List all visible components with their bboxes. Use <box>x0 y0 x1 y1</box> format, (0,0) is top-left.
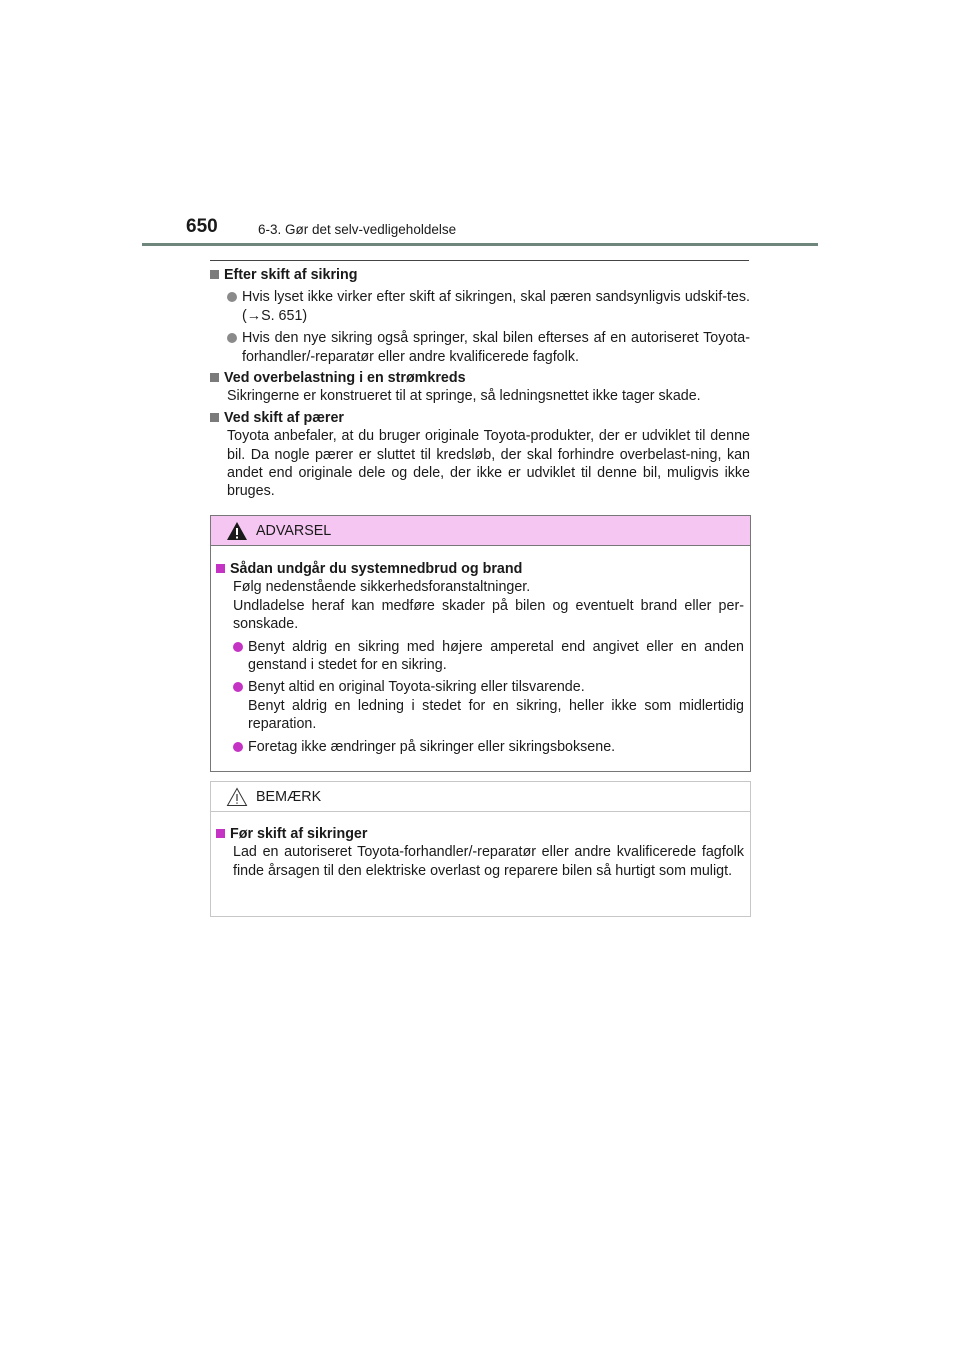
notice-label: BEMÆRK <box>256 788 322 805</box>
notice-box <box>210 781 751 917</box>
section-title-text: Ved overbelastning i en strømkreds <box>224 370 466 387</box>
warning-title-text: Sådan undgår du systemnedbrud og brand <box>230 561 523 577</box>
notice-body: Lad en autoriseret Toyota-forhandler/-reparatør eller andre kvalificerede fagfolk finde årsagen til den elektriske overlast og reparere bilen så hurtigt som muligt. <box>233 844 744 879</box>
page-reference-link[interactable]: S. 651) <box>261 307 308 324</box>
section-overload <box>210 369 750 406</box>
round-bullet-icon <box>233 682 243 692</box>
round-bullet-icon <box>227 333 237 343</box>
section-bulb-replacement <box>210 409 750 501</box>
square-bullet-icon <box>210 270 219 279</box>
square-bullet-icon <box>210 413 219 422</box>
list-item-line: Benyt aldrig en ledning i stedet for en sikring, heller ikke som midlertidig reparation. <box>248 697 744 733</box>
round-bullet-icon <box>233 742 243 752</box>
section-title-text: Efter skift af sikring <box>224 267 358 283</box>
main-content <box>210 266 750 504</box>
arrow-right-icon: → <box>246 307 262 324</box>
warning-box-header <box>211 516 750 546</box>
warning-box-body <box>211 546 750 756</box>
section-title-text: Ved skift af pærer <box>224 409 344 426</box>
round-bullet-icon <box>227 292 237 302</box>
list-item <box>210 288 750 325</box>
list-item-text: Benyt aldrig en sikring med højere amperetal end angivet eller en anden genstand i stedet for en sikring. <box>248 638 744 674</box>
list-item-text <box>242 288 750 325</box>
list-item-text <box>248 678 744 733</box>
notice-title <box>216 825 744 843</box>
notice-box-body <box>211 812 750 880</box>
warning-title <box>216 560 744 578</box>
warning-intro-line: Undladelse heraf kan medføre skader på bilen og eventuelt brand eller per-sonskade. <box>233 597 744 633</box>
warning-intro-line: Følg nedenstående sikkerhedsforanstaltninger. <box>233 579 531 596</box>
content-rule <box>210 260 749 261</box>
page-number: 650 <box>186 216 218 237</box>
notice-box-header <box>211 782 750 812</box>
caution-triangle-outline-icon <box>226 787 248 807</box>
list-item <box>216 738 744 756</box>
chapter-title: 6-3. Gør det selv-vedligeholdelse <box>258 222 457 237</box>
warning-box <box>210 515 751 772</box>
list-item-text-start: Hvis lyset ikke virker efter skift af sikringen, skal pæren sandsynligvis udskif-tes. ( <box>242 289 750 324</box>
square-bullet-icon <box>210 373 219 382</box>
list-item-text: Foretag ikke ændringer på sikringer eller sikringsboksene. <box>248 738 616 755</box>
section-fuse-replacement <box>210 266 750 366</box>
header-rule <box>142 243 818 246</box>
list-item <box>210 329 750 366</box>
round-bullet-icon <box>233 642 243 652</box>
list-item <box>216 638 744 675</box>
section-title <box>210 369 750 387</box>
square-bullet-icon <box>216 564 225 573</box>
warning-label: ADVARSEL <box>256 522 332 539</box>
section-body: Toyota anbefaler, at du bruger originale Toyota-produkter, der er udviklet til denne bil. Da nogle pærer er sluttet til kredsløb, der skal forhindre overbelast-ning, kan andet end originale dele og dele, der ikke er udviklet til denne bil, muligvis ikke bruges. <box>227 428 750 500</box>
section-title <box>210 266 750 284</box>
list-item-line: Benyt altid en original Toyota-sikring eller tilsvarende. <box>248 679 585 696</box>
notice-title-text: Før skift af sikringer <box>230 826 368 842</box>
list-item-text: Hvis den nye sikring også springer, skal bilen efterses af en autoriseret Toyota-forhandler/-reparatør eller andre kvalificerede fagfolk. <box>242 330 750 365</box>
square-bullet-icon <box>216 829 225 838</box>
warning-triangle-icon <box>226 521 248 541</box>
list-item <box>216 678 744 733</box>
warning-intro <box>216 578 744 633</box>
section-body: Sikringerne er konstrueret til at springe, så ledningsnettet ikke tager skade. <box>227 388 701 405</box>
section-title <box>210 409 750 427</box>
